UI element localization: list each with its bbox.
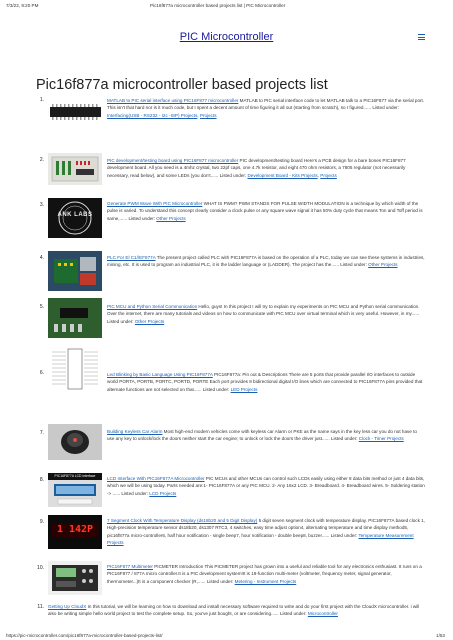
item-number: 7.	[39, 430, 44, 436]
category-link[interactable]: LCD Projects	[149, 490, 177, 496]
item-thumbnail[interactable]	[48, 251, 102, 291]
item-description: PIC MCU and Python Serial Communication Hello, guys! In this project I will try to explain my experiments on PIC MCU and Python serial communication. Over the internet, there are many tutorials and videos on how to communicate with PIC MCU over virtual terminal which is very useful. However, in my...... Listed under: Other Projects	[107, 304, 420, 324]
category-link[interactable]: Microcontroller	[307, 611, 338, 617]
item-description: PIC development/testing board using PIC16F877 microcontroller PIC development/testing board Here's a PCB design for a bare bones PIC16F877 development board. All you need is a 4mhz crystal, two 22pf caps, one 4.7k resistor, and eight 470 ohm resistors, a 7805 regulator (not necessarily necessary, read below), and some LEDs (you don't...... Listed under: Development Board - Kits Projects, Projects	[107, 158, 406, 178]
project-link[interactable]: 7 Segment Clock With Temperature Display (ds18b20 and 5 Digit Display)	[107, 518, 258, 523]
project-link[interactable]: PIC MCU and Python Serial Communication	[107, 304, 198, 309]
project-link[interactable]: PLC For El C1//EF877A	[107, 255, 156, 260]
item-description: Building Keyless Car Alarm Most high-end modern vehicles come with keyless car Alarm or PKE as the name says in the key less car you do not have to use any key to unlock/lock the doors neither start the car engine; to unlock or lock the doors the driver just...... Listed under: Clock - Timer Projects	[107, 429, 417, 442]
thumbnail-caption: PIC16F877A LCD interface	[48, 473, 102, 480]
project-link[interactable]: Building Keyless Car Alarm	[107, 429, 163, 434]
category-link[interactable]: Temperature Measurement Projects	[107, 532, 414, 546]
item-thumbnail[interactable]	[48, 153, 102, 185]
item-description: PLC For El C1//EF877A The present project called PLC with PIC16F877A is based on the operation of a PLC, today we can see these systems in industries, mining, etc. It is used to program an industrial PLC, it is the ladder language or (LADDER). The project has the...... Listed under: Other Projects	[107, 255, 425, 268]
hamburger-menu-icon[interactable]	[418, 34, 425, 40]
page-title: Pic16f877a microcontroller based projects list	[36, 77, 328, 93]
category-link[interactable]: Other Projects	[156, 215, 186, 221]
item-thumbnail[interactable]	[48, 561, 102, 595]
item-description: LCD Interface With PIC16F877A Microcontroller PIC MCUs and other MCUs can control such LCDs easily using either 8 data bits method or just 4 data bits, which we will be using today. Parts needed are:1- PIC16F877A or any PIC MCU. 2- Any 16x2 LCD. 3- Breadboard. 4- Breadboard wires. 5- Soldering station -> ...... Listed under: LCD Projects	[107, 476, 425, 496]
item-description: Getting Up CloudX In this tutorial, we will be learning on how to download and install necessary software required to write and do your first project with the CloudX microcontroller. i will also be writing simple hello world project to test the complete setup. So, you've just bought, or are considering...... Listed under: Microcontroller	[48, 604, 420, 617]
item-description: Generate PWM Wave With PIC Microcontroller WHAT IS PWM? PWM STANDS FOR PULSE WIDTH MODULATION is a technique by which width of the pulse is varied. To understand this concept clearly consider a clock pulse or any square wave signal it has 50% duty cycle that means Ton and Toff period is same,...... Listed under: Other Projects	[107, 201, 423, 221]
site-header	[0, 28, 453, 54]
item-thumbnail[interactable]	[48, 515, 102, 549]
item-number: 11.	[37, 604, 44, 610]
item-thumbnail[interactable]	[48, 424, 102, 460]
project-link[interactable]: PIC development/testing board using PIC16F877 microcontroller	[107, 158, 239, 163]
item-number: 10.	[37, 565, 44, 571]
ank-labs-logo: ANK LABS	[57, 212, 93, 218]
item-number: 8.	[39, 477, 44, 483]
item-number: 5.	[39, 304, 44, 310]
category-link[interactable]: Other Projects	[134, 318, 165, 324]
print-header	[0, 0, 453, 10]
item-thumbnail[interactable]	[48, 346, 102, 392]
category-link[interactable]: Clock - Timer Projects	[358, 436, 404, 442]
item-number: 3.	[39, 202, 44, 208]
category-link[interactable]: Interfacing(USB - RS232 - I2c -ISP) Projects	[107, 112, 198, 118]
item-number: 1.	[39, 97, 44, 103]
category-link[interactable]: Development Board - Kits Projects	[247, 172, 318, 178]
item-description: 7 Segment Clock With Temperature Display (ds18b20 and 5 Digit Display) 5 digit seven segment clock with temperature display. PIC16F877A based clock 1, High-precision temperature sensor ds18b20, ds1307 RTC3, 4 switches, easy time adjust option4, alternating temperature and time display method5, pic16f877a micro-controller6, half hour notification - single beep7, hour notification - double beep8, buzzer...... Listed under: Temperature Measurement Projects	[107, 518, 425, 546]
item-thumbnail[interactable]	[48, 103, 103, 121]
print-url: https://pic-microcontroller.com/pic16f877a-microcontroller-based-projects-list/	[6, 633, 163, 638]
project-link[interactable]: Generate PWM Wave With PIC Microcontroller	[107, 201, 203, 206]
site-title[interactable]: PIC Microcontroller	[179, 31, 274, 43]
project-link[interactable]: Getting Up CloudX	[48, 604, 87, 609]
category-link[interactable]: Metering - Instrument Projects	[234, 578, 297, 584]
project-link[interactable]: LCD Interface With PIC16F877A Microcontroller	[107, 476, 205, 481]
item-description: Led Blinking by Basic Language Using PIC16F877A PIC16F877a: Pin out & Descriptions There are 5 ports that provide parallel I/O interfaces to outside world PORTA, PORTB, PORTC, PORTD, PORTE Each port provides 8 bidirectional digital I/O lines which are connected to PIC16F877A pins provided that alternate functions are not selected on that...... Listed under: LED Projects	[107, 372, 423, 392]
category-link[interactable]: Projects	[199, 112, 217, 118]
project-link[interactable]: PIC16F877 Multimeter	[107, 564, 153, 569]
print-footer	[0, 630, 453, 640]
project-link[interactable]: Led Blinking by Basic Language Using PIC16F877A	[107, 372, 213, 377]
print-title: Pic16f877a microcontroller based projects list | PIC Microcontroller	[150, 3, 286, 8]
item-number: 4.	[39, 255, 44, 261]
item-number: 6.	[39, 370, 44, 376]
item-thumbnail[interactable]	[48, 473, 102, 507]
print-page-number: 1/53	[436, 633, 445, 638]
category-link[interactable]: LED Projects	[230, 386, 258, 392]
item-description: MATLAB to PIC serial interface using PIC16F877 microcontroller MATLAB to PIC serial interface code to let MATLAB talk to a PIC16F877 via the serial port. This isn't that hard nor is it much code, but I spent a decent amount of time figuring it all out (starting from scratch), so I figured...... Listed under: Interfacing(USB - RS232 - I2c -ISP) Projects, Projects	[107, 98, 425, 118]
category-link[interactable]: Other Projects	[368, 262, 398, 268]
seven-segment-display: 1 142P	[52, 523, 98, 537]
project-link[interactable]: MATLAB to PIC serial interface using PIC16F877 microcontroller	[107, 98, 239, 103]
item-thumbnail[interactable]	[48, 298, 102, 338]
item-number: 9.	[39, 519, 44, 525]
item-description: PIC16F877 Multimeter PICMETER Introduction This PICMETER project has grown into a useful and reliable tool for any electronics enthusiast. It runs on a PIC16F877 / 877A micro controller.It is a PIC development system!It is 19-function multi-meter (voltmeter, frequency meter, signal generator, thermometer...)It is a component checker (R,...... Listed under: Metering - Instrument Projects	[107, 564, 422, 584]
category-link[interactable]: Projects	[320, 172, 337, 178]
item-thumbnail[interactable]	[48, 198, 102, 238]
print-datetime: 7/3/22, 9:20 PM	[6, 3, 39, 8]
item-number: 2.	[39, 157, 44, 163]
